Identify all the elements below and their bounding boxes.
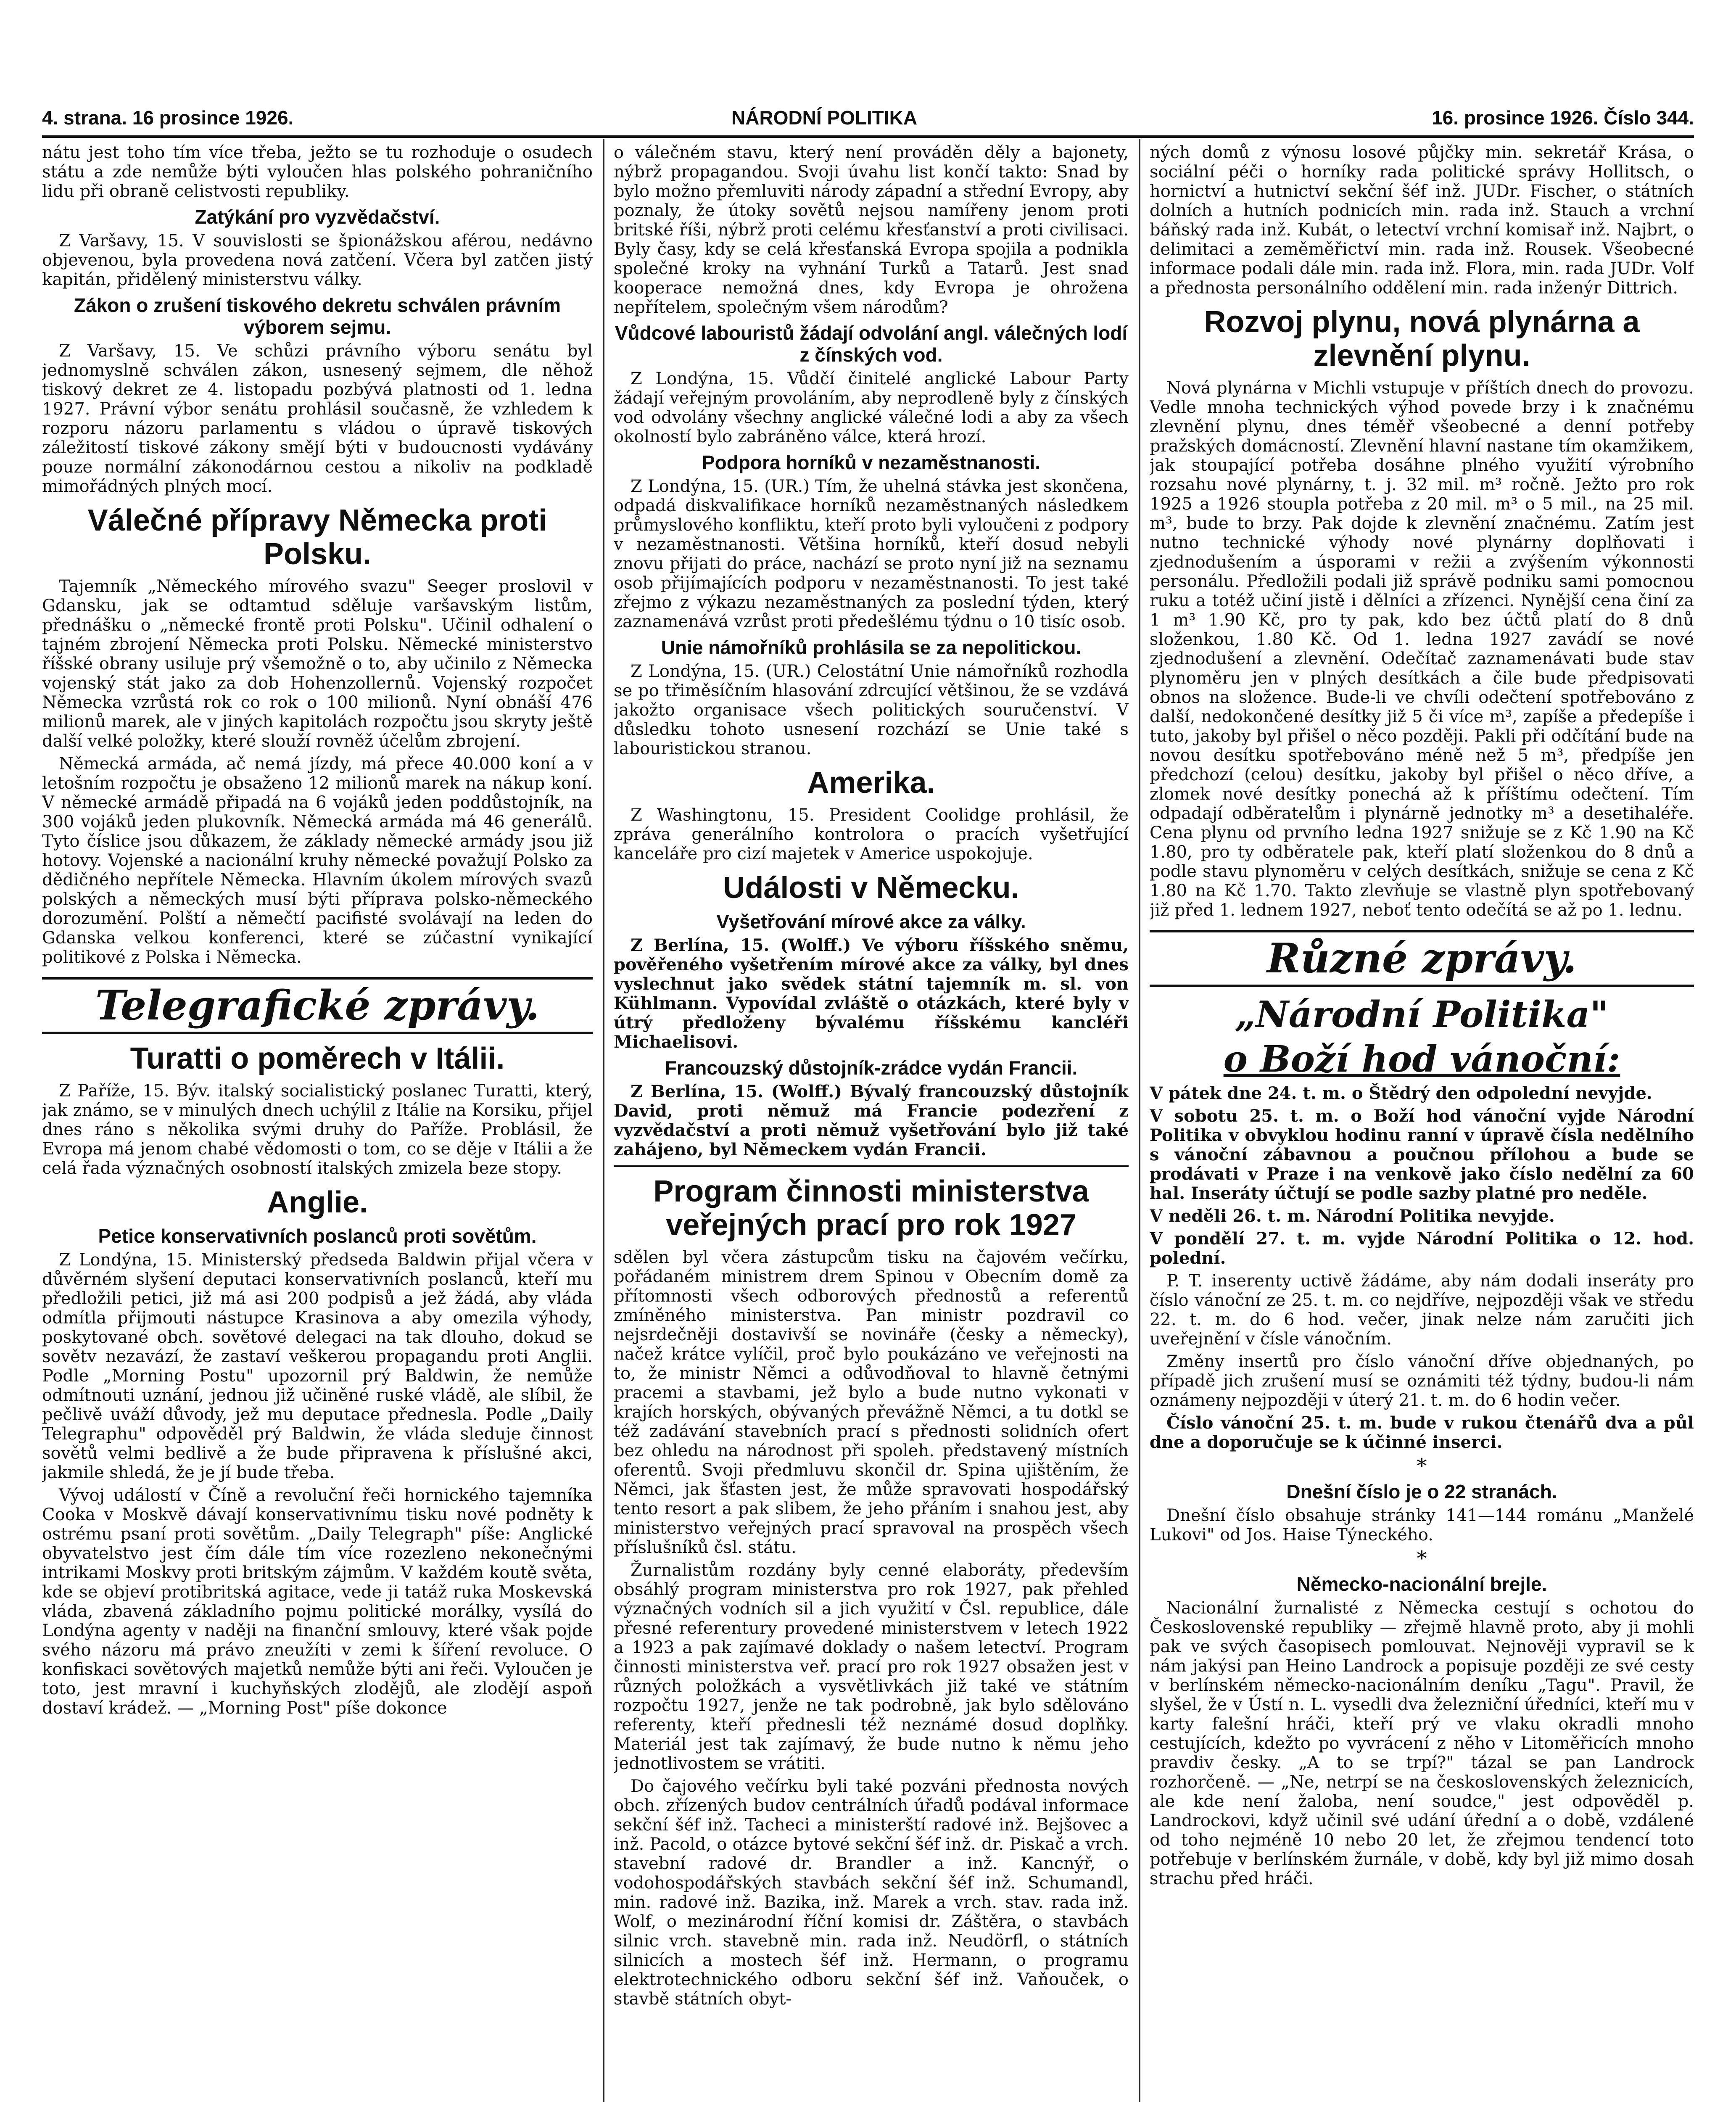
article-text: Z Varšavy, 15. Ve schůzi právního výboru senátu byl jednomyslně schválen zákon, usnesený sejmem, dle něhož tiskový dekret ze 4. listopadu pozbývá platnosti od 1. ledna 1927. Právní výbor senátu prohlásil současně, že vzhledem k rozporu názoru parlamentu s vládou o úpravě tiskových záležitostí tiskové zákony smějí býti v budoucnosti vydávány pouze normální zákonodárnou cestou a nikoliv na podkladě mimořádných plných mocí.	[42, 341, 593, 496]
article-text: Z Londýna, 15. (UR.) Tím, že uhelná stávka jest skončena, odpadá diskvalifikace horníků nezaměstnaných následkem průmyslového konfliktu, kteří proto byli vyloučeni z podpory v nezaměstnanosti. Většina horníků, kteří dosud nebyli znovu přijati do práce, nachází se proto nyní již na seznamu osob přijímajících podporu v nezaměstnanosti. To jest také zřejmo z výkazu nezaměstnaných za poslední týden, který zaznamenává vzrůst proti předešlému týdnu o 10 tisíc osob.	[614, 477, 1129, 631]
article-text: Z Berlína, 15. (Wolff.) Bývalý francouzský důstojník David, proti němuž má Francie podezření z vyzvědačství a proti němuž vyšetřování bylo již také zahájeno, byl Německem vydán Francii.	[614, 1082, 1129, 1159]
article-text: Žurnalistům rozdány byly cenné elaboráty, především obsáhlý program ministerstva pro rok 1927, pak přehled význačných vodních sil a jich využití v Čsl. republice, dále přesné referentury provedené ministerstvem v letech 1922 a 1923 a pak zajímavé doklady o našem letectví. Program činnosti ministerstva veř. prací pro rok 1927 obsažen jest v různých položkách a vysvětlivkách již také ve státním rozpočtu 1927, jenže ne tak podrobně, jak bylo sdělováno referenty, kteří přednesli též neznámé dosud doplňky. Materiál jest tak zajímavý, že bude nutno k němu jeho jednotlivostem se vrátiti.	[614, 1561, 1129, 1773]
notice-text: V pátek dne 24. t. m. o Štědrý den odpolední nevyjde.	[1150, 1083, 1652, 1103]
article-text: Z Londýna, 15. Ministerský předseda Baldwin přijal včera v důvěrném slyšení deputaci konservativních poslanců, kteří mu předložili petici, již má asi 200 podpisů a jež žádá, aby vláda odmítla přijmouti nástupce Krasinova a aby omezila výhody, poskytované obch. sovětové delegaci na tak dlouho, dokud se sovětv nezavází, že zastaví veškerou propagandu proti Anglii. Podle „Morning Postu" upozornil prý Baldwin, že nemůže odmítnouti uznání, jednou již učiněné ruské vládě, ale slíbil, že pečlivě uváží důvody, jež mu deputace přednesla. Podle „Daily Telegraphu" odpověděl prý Baldwin, že vláda sleduje činnost sovětů velmi bedlivě a že bude připravena k příslušné akci, jakmile shledá, že je jí bude třeba.	[42, 1250, 593, 1482]
article-subheadline: Vyšetřování mírové akce za války.	[716, 911, 1026, 932]
article-headline: Turatti o poměrech v Itálii.	[130, 1042, 505, 1075]
notice-headline: o Boží hod vánoční:	[1223, 1038, 1620, 1080]
article-text: Z Paříže, 15. Býv. italský socialistický poslanec Turatti, který, jak známo, se v minulých dnech uchýlil z Itálie na Korsiku, přijel dnes ráno s několika svými druhy do Paříže. Problásil, že Evropa má jenom chabé vědomosti o tom, co se děje v Itálii a že celá řada význačných osobností italských zmizela beze stopy.	[42, 1081, 593, 1178]
header-rule	[42, 135, 1694, 138]
article-text: o válečném stavu, který není prováděn děly a bajonety, nýbrž propagandou. Svoji úvahu list končí takto: Snad by bylo možno přemluviti národy západní a střední Evropy, aby poznaly, že útoky sovětů nejsou namířeny jenom proti britské říši, nýbrž proti celému křesťanství a proti civilisaci. Byly časy, kdy se celá křesťanská Evropa spojila a podnikla společné kroky na vyhnání Turků a Tatarů. Jest snad kooperace nemožná dnes, kdy Evropa je ohrožena nepřítelem, společným všem národům?	[614, 143, 1129, 317]
column-rule	[603, 139, 604, 2102]
divider-star: *	[1417, 1454, 1427, 1478]
section-heading: Telegrafické zprávy.	[42, 977, 593, 1034]
article-text: Nacionální žurnalisté z Německa cestují s ochotou do Československé republiky — zřejmě hlavně proto, aby ji mohli pak ve svých časopisech pomlouvat. Nejnověji vypravil se k nám jakýsi pan Heino Landrock a popisuje později ze své cesty v berlínském německo-nacionálním deníku „Tagu". Pravil, že slyšel, že v Ústí n. L. vysedli dva železniční úředníci, kteří mu v karty falešní hráči, kteří prý ve vlaku okradli mnoho cestujících, kdežto po vyvrácení z něho v Litoměřicích mnoho pravdiv česky. „A to se trpí?" tázal se pan Landrock rozhorčeně. — „Ne, netrpí se na československých železnicích, ale kde není žaloba, není soudce," jest odpověděl p. Landrockovi, když učinil své udání úřední a o době, vzdálené od toho nejméně 10 nebo 20 let, že zřejmou tendencí toto potřebuje v berlínském žurnále, v době, kdy byl již mimo dosah strachu před hráči.	[1150, 1598, 1694, 1888]
column-2	[614, 143, 1129, 2102]
notice-text: V pondělí 27. t. m. vyjde Národní Politika o 12. hod. polední.	[1150, 1229, 1694, 1268]
article-text: Německá armáda, ač nemá jízdy, má přece 40.000 koní a v letošním rozpočtu je obsaženo 12 milionů marek na nákup koní. V německé armádě připadá na 6 vojáků jeden poddůstojník, na 300 vojáků jeden plukovník. Německá armáda má 46 generálů. Tyto číslice jsou důkazem, že základy německé armády jsou již hotovy. Vojenské a nacionální kruhy německé považují Polsko za dědičného nepřítele Německa. Hlavním úkolem mírových svazů polských a německých musí býti příprava polsko-německého dorozumění. Polští a němečtí pacifisté svolávají na leden do Gdanska velkou konferenci, které se zúčastní vynikající politikové z Polska i Německa.	[42, 754, 593, 967]
notice-text: V sobotu 25. t. m. o Boží hod vánoční vyjde Národní Politika v obvyklou hodinu ranní v úpravě čísla nedělního s vánoční zábavnou a poučnou přílohou a bude se prodávati v Praze i na venkově jako číslo nedělní za 60 hal. Inseráty účtují se podle sazby platné pro neděle.	[1150, 1106, 1694, 1203]
article-text: Nová plynárna v Michli vstupuje v příštích dnech do provozu. Vedle mnoha technických výhod povede brzy i k značnému zlevnění plynu, dnes téměř všeobecné a denní potřeby pražských domácností. Zlevnění hlavní nastane tím okamžikem, jak stoupající potřeba dosáhne plného využití výrobního rozsahu nové plynárny, t. j. 32 mil. m³ ročně. Ježto pro rok 1925 a 1926 stoupla potřeba z 20 mil. m³ o 5 mil., na 25 mil. m³, bude to brzy. Pak dojde k zlevnění značnému. Zatím jest nutno technické výhody nové plynárny doplňovati i zjednodušením a úsporami v režii a zvýšením výkonnosti personálu. Předložili podali již správě podniku sami pomocnou ruku a totéž učiní jistě i dělníci a zřízenci. Nynější cena činí za 1 m³ 1.90 Kč, pro ty pak, kdo bez účtů platí do 8 dnů složenkou, 1.80 Kč. Od 1. ledna 1927 zavádí se nové zjednodušení a zlevnění. Odečítač zaznamenávati bude stav plynoměru jen v plných desítkách a čile bude předpisovati obnos na složence. Bude-li ve chvíli odečtení spotřebováno z další, nedokončené desítky již 5 či více m³, zapíše a předepíše i tuto, jakoby byl přišel o něco později. Pakli při odčítání bude na novou desítku spotřebováno méně než 5 m³, předpíše jen předchozí (celou) desítku, jakoby byl přišel o něco dříve, a zlomek nové desítky ponechá až k příštímu odečtení. Tím odpadají odběratelům i plynárně jednotky m³ a desetihaléře. Cena plynu od prvního ledna 1927 snižuje se z Kč 1.90 na Kč 1.80, pro ty odběratele pak, kteří platí složenkou do 8 dnů a podle stavu plynoměru v celých desítkách, snižuje se cena z Kč 1.80 na Kč 1.70. Takto zlevňuje se vlastně plyn spotřebovaný již před 1. lednem 1927, neboť tento odečítá se až po 1. lednu.	[1150, 378, 1694, 920]
article-headline: Dnešní číslo je o 22 stranách.	[1286, 1481, 1557, 1503]
notice-text: Změny insertů pro číslo vánoční dříve objednaných, po případě jich zrušení musí se oznámiti též týdny, budou-li nám oznámeny nejpozději v úterý 21. t. m. do 6 hodin večer.	[1150, 1352, 1694, 1410]
article-text: Do čajového večírku byli také pozváni přednosta nových obch. zřízených budov centrálních úřadů podával informace sekční šéf inž. Tacheci a ministerští radové inž. Bejšovec a inž. Pacold, o otázce bytové sekční šéf inž. dr. Piskač a vrch. stavební radové dr. Brandler a inž. Kancnýř, o vodohospodářských stavbách sekční šéf inž. Schumandl, min. radové inž. Bazika, inž. Marek a vrch. stav. rada inž. Wolf, o mezinárodní říční komisi dr. Záštěra, o stavbách silnic vrch. stavebně min. rada inž. Neudörfl, o státních silnicích a mostech šéf inž. Hermann, o programu elektrotechnického odboru sekční šéf inž. Vaňouček, o stavbě státních obyt-	[614, 1777, 1129, 2009]
article-headline: Válečné přípravy Německa proti Polsku.	[87, 504, 547, 571]
article-separator	[614, 1165, 1129, 1167]
article-headline: Zatýkání pro vyzvědačství.	[195, 206, 440, 228]
article-text: Vývoj událostí v Číně a revoluční řeči hornického tajemníka Cooka v Moskvě dávají konservativnímu tisku nové podněty k ostrému psaní proti sovětům. „Daily Telegraph" píše: Anglické obyvatelstvo jest čím dále tím více rozezleno nekonečnými intrikami Moskvy proti britským zájmům. V každém koutě světa, kde se objeví protibritská agitace, vede ji tatáž ruka Moskevská vláda, zbavená základního pojmu politické morálky, vysílá do Londýna agenty v naději na finanční smlouvy, které však pojde svého názoru má právo zneužíti v zemi k šíření revoluce. O konfiskaci sovětových majetků nemůže býti ani řeči. Vyloučen je toto, jest mravní i kuchyňských zlodějů, ale zlodějí aspoň dostaví krádež. — „Morning Post" píše dokonce	[42, 1486, 593, 1718]
article-text: sdělen byl včera zástupcům tisku na čajovém večírku, pořádaném ministrem drem Spinou v Obecním domě za přítomnosti všech odborových přednostů a referentů zmíněného ministerstva. Pan ministr pozdravil co nejsrdečněji dostavivší se novináře (česky a německy), načež krátce vylíčil, proč bylo poukázáno ve veřejnosti na to, že ministr Němci a odůvodňoval to hlavně četnými pracemi a stavbami, jež bylo a bude nutno vykonati v krajích horských, obývaných převážně Němci, a tu dotkl se též zadávání stavebních prací s přednosti solidních ofert bez ohledu na národnost při spoleh. představený místních oferentů. Svoji předmluvu skončil dr. Spina ujištěním, že Němci, jak šťasten jest, že může spravovati hospodářský tento resort a pak slibem, že jeho přáním i snahou jest, aby ministerstvo veřejných prací spravoval na prospěch všech příslušníků čsl. státu.	[614, 1248, 1129, 1557]
article-headline: Zákon o zrušení tiskového dekretu schválen právním výborem sejmu.	[74, 294, 561, 338]
header-left: 4. strana. 16 prosince 1926.	[42, 107, 294, 129]
notice-headline: „Národní Politika"	[1235, 993, 1609, 1036]
article-headline: Podpora horníků v nezaměstnanosti.	[702, 452, 1041, 473]
article-subheadline: Petice konservativních poslanců proti sovětům.	[98, 1225, 537, 1247]
article-headline: Amerika.	[807, 766, 935, 800]
article-text: Z Londýna, 15. (UR.) Celostátní Unie námořníků rozhodla se po třiměsíčním hlasování zdrcující většinou, že se vzdává jakožto organisace všech politických souručenství. V důsledku tohoto usnesení rozchází se Unie také s labouristickou stranou.	[614, 662, 1129, 758]
article-text: nátu jest toho tím více třeba, ježto se tu rozhoduje o osudech státu a zde nemůže býti vyloučen hlas polského pohraničního lidu při obraně celistvosti republiky.	[42, 143, 593, 201]
column-3	[1150, 143, 1694, 2102]
article-text: Tajemník „Německého mírového svazu" Seeger proslovil v Gdansku, jak se odtamtud sděluje varšavským listům, přednášku o „německé frontě proti Polsku". Učinil odhalení o tajném zbrojení Německa proti Polsku. Německé ministerstvo říšské obrany usiluje prý všemožně o to, aby učinilo z Německa vojenský stát jako za dob Hohenzollernů. Vojenský rozpočet Německa vzrůstá rok co rok o 100 milionů. Nyní obnáší 476 milionů marek, ale v jiných kapitolách rozpočtu jsou skryty ještě další velké položky, které slouží rovněž účelům zbrojení.	[42, 577, 593, 751]
article-text: ných domů z výnosu losové půjčky min. sekretář Krása, o sociální péči o horníky rada politické správy Hollitsch, o hornictví a hutnictví sekční šéf inž. JUDr. Fischer, o státních dolních a hutních podnicích min. rada inž. Stauch a vrchní báňský rada inž. Kubát, o letectví vrchní komisař inž. Najbrt, o delimitaci a zeměměřictví min. rada inž. Rousek. Všeobecné informace podali dále min. rada inž. Flora, min. rada JUDr. Volf a přednosta personálního oddělení min. rada inženýr Dittrich.	[1150, 143, 1694, 298]
article-headline: Rozvoj plynu, nová plynárna a zlevnění plynu.	[1204, 305, 1640, 372]
column-1	[42, 143, 593, 2102]
divider-star: *	[1417, 1547, 1427, 1570]
article-text: Z Washingtonu, 15. President Coolidge prohlásil, že zpráva generálního kontrolora o pracích vyšetřující kanceláře pro cizí majetek v Americe uspokojuje.	[614, 805, 1129, 864]
article-headline: Německo-nacionální brejle.	[1296, 1573, 1547, 1595]
article-headline: Francouzský důstojník-zrádce vydán Francii.	[665, 1057, 1078, 1079]
notice-text: V neděli 26. t. m. Národní Politika nevyjde.	[1150, 1206, 1555, 1226]
section-heading: Různé zprávy.	[1150, 930, 1694, 987]
article-text: Dnešní číslo obsahuje stránky 141—144 románu „Manželé Lukovi" od Jos. Haise Týneckého.	[1150, 1506, 1694, 1545]
notice-text: P. T. inserenty uctivě žádáme, aby nám dodali inseráty pro číslo vánoční ze 25. t. m. co nejdříve, nejpozději však ve středu 22. t. m. do 6 hod. večer, jinak nelze nám zaručiti jich uveřejnění v čísle vánočním.	[1150, 1271, 1694, 1349]
article-headline: Anglie.	[266, 1186, 368, 1219]
article-headline: Program činnosti ministerstva veřejných prací pro rok 1927	[653, 1175, 1089, 1242]
header-right: 16. prosince 1926. Číslo 344.	[1432, 107, 1694, 129]
article-headline: Unie námořníků prohlásila se za nepolitickou.	[661, 636, 1082, 658]
notice-text: Číslo vánoční 25. t. m. bude v rukou čtenářů dva a půl dne a doporučuje se k účinné inserci.	[1150, 1413, 1694, 1452]
article-text: Z Londýna, 15. Vůdčí činitelé anglické Labour Party žádají veřejným provoláním, aby neprodleně byly z čínských vod odvolány všechny anglické válečné lodi a aby za všech okolností bylo zabráněno válce, která hrozí.	[614, 369, 1129, 446]
article-text: Z Berlína, 15. (Wolff.) Ve výboru říšského sněmu, pověřeného vyšetřením mírové akce za války, byl dnes vyslechnut jako svědek státní tajemník m. sl. von Kühlmann. Vypovídal zvláště o otázkách, které byly v útrý předloženy bývalému říšskému kancléři Michaelisovi.	[614, 935, 1129, 1052]
masthead-title: NÁRODNÍ POLITIKA	[731, 107, 918, 129]
article-headline: Události v Německu.	[723, 871, 1019, 905]
article-headline: Vůdcové labouristů žádají odvolání angl. válečných lodí z čínských vod.	[615, 322, 1128, 366]
column-rule	[1139, 139, 1140, 2102]
page-header	[42, 103, 1694, 132]
article-text: Z Varšavy, 15. V souvislosti se špionážskou aférou, nedávno objevenou, byla provedena nová zatčení. Včera byl zatčen jistý kapitán, přidělený ministerstvu války.	[42, 231, 593, 289]
